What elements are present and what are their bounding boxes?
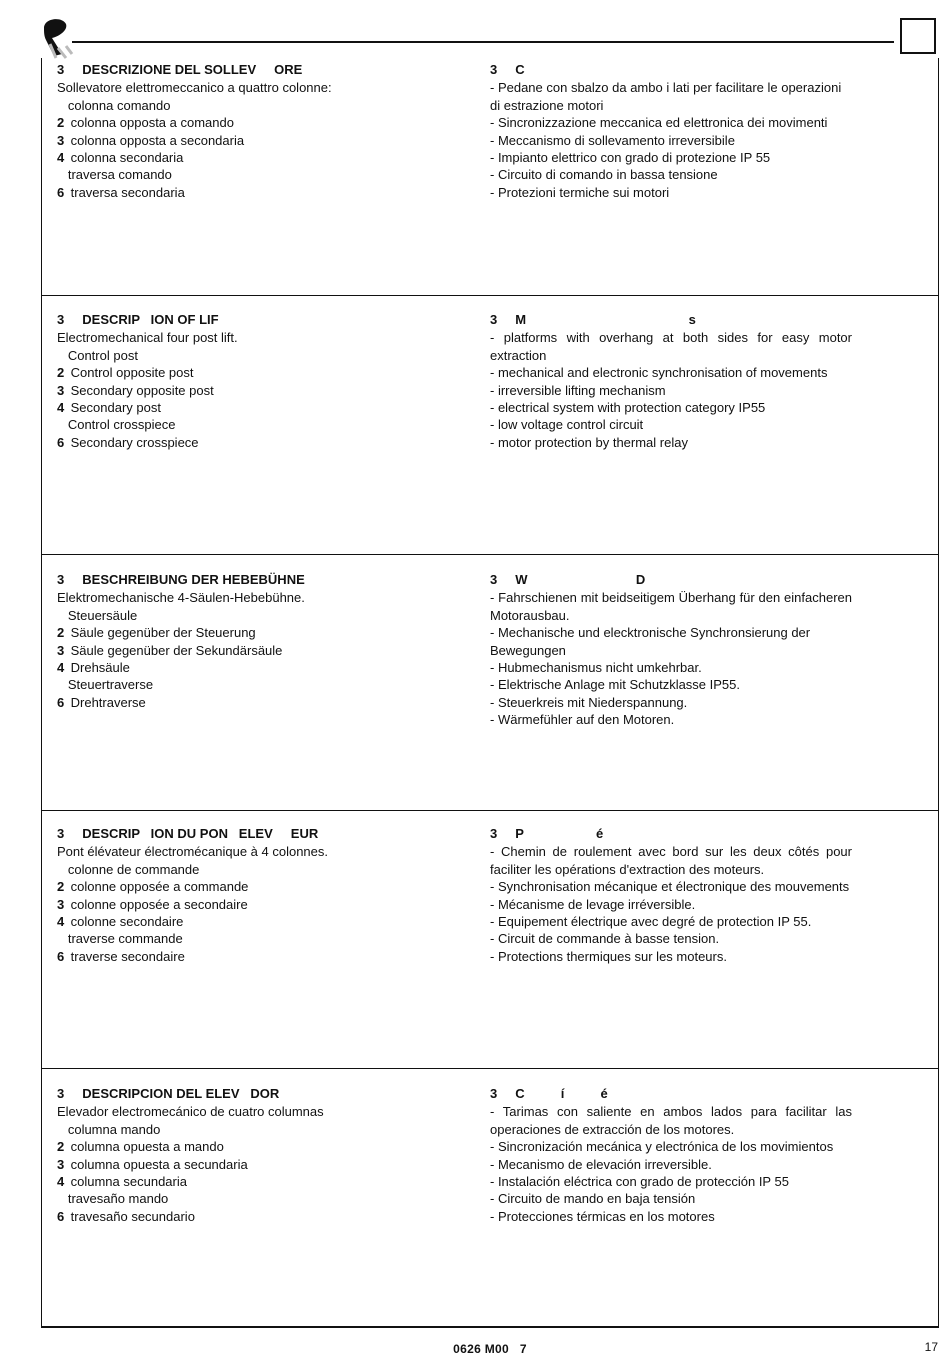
component-text: Control opposite post: [70, 365, 194, 381]
feature-item: - Circuit de commande à basse tension.: [490, 931, 720, 947]
component-item: [57, 166, 457, 183]
component-item: [57, 329, 457, 346]
component-item: [57, 1138, 457, 1155]
component-item: [57, 1156, 457, 1173]
section-heading: 3 DESCRIPCION DEL ELEV DOR: [57, 1086, 280, 1101]
component-number: 2: [57, 115, 65, 131]
component-list-column: [57, 1085, 457, 1225]
component-text: columna opuesta a mando: [70, 1139, 224, 1155]
component-number: 2: [57, 625, 65, 641]
company-logo-icon: [40, 14, 80, 60]
component-item: [57, 434, 457, 451]
component-number: 3: [57, 1156, 65, 1172]
component-item: [57, 896, 457, 913]
feature-item: - Mécanisme de levage irréversible.: [490, 896, 696, 912]
component-text: Steuersäule: [57, 607, 138, 623]
component-number: 4: [57, 400, 65, 416]
feature-item: - electrical system with protection category IP55: [490, 400, 766, 416]
component-text: traverse commande: [57, 931, 183, 947]
component-text: traversa comando: [57, 167, 172, 183]
section-it: [41, 58, 939, 296]
component-text: Electromechanical four post lift.: [57, 330, 238, 346]
feature-item: - Mecanismo de elevación irreversible.: [490, 1156, 712, 1172]
feature-item: - Meccanismo di sollevamento irreversibile: [490, 132, 735, 148]
component-item: [57, 399, 457, 416]
component-text: travesaño mando: [57, 1191, 169, 1207]
component-text: columna mando: [57, 1121, 161, 1137]
corner-box: [900, 18, 936, 54]
component-text: Secondary crosspiece: [70, 434, 199, 450]
component-text: traverse secondaire: [70, 948, 185, 964]
section-heading: 3 BESCHREIBUNG DER HEBEBÜHNE: [57, 572, 305, 587]
component-item: [57, 364, 457, 381]
component-item: [57, 642, 457, 659]
component-text: colonne opposée a commande: [70, 879, 249, 895]
component-item: [57, 149, 457, 166]
component-text: colonna secondaria: [70, 150, 184, 166]
feature-item: - platforms with overhang at both sides for easy motor extraction: [490, 330, 852, 363]
component-item: [57, 913, 457, 930]
features-column: [490, 311, 852, 451]
component-item: [57, 589, 457, 606]
component-text: Säule gegenüber der Sekundärsäule: [70, 642, 283, 658]
component-text: Säule gegenüber der Steuerung: [70, 625, 256, 641]
component-number: 3: [57, 642, 65, 658]
component-number: 2: [57, 365, 65, 381]
component-text: Control crosspiece: [57, 417, 176, 433]
feature-item: - Circuito de mando en baja tensión: [490, 1191, 696, 1207]
component-item: [57, 347, 457, 364]
features-heading: 3 P é: [490, 826, 604, 841]
feature-item: - Instalación eléctrica con grado de protección IP 55: [490, 1174, 789, 1190]
component-text: Drehtraverse: [70, 694, 146, 710]
component-list-column: [57, 571, 457, 711]
component-text: colonna opposta a comando: [70, 115, 234, 131]
component-item: [57, 1208, 457, 1225]
component-item: [57, 1121, 457, 1138]
features-heading: 3 C: [490, 62, 525, 77]
feature-item: - Circuito di comando in bassa tensione: [490, 167, 718, 183]
component-item: [57, 930, 457, 947]
component-text: travesaño secundario: [70, 1208, 195, 1224]
feature-item: - Protezioni termiche sui motori: [490, 184, 670, 200]
component-text: Sollevatore elettromeccanico a quattro colonne:: [57, 80, 332, 96]
document-code: 0626 M00 7: [453, 1342, 527, 1356]
component-number: 3: [57, 382, 65, 398]
section-heading: 3 DESCRIP ION DU PON ELEV EUR: [57, 826, 319, 841]
component-number: 4: [57, 660, 65, 676]
feature-item: - Sincronizzazione meccanica ed elettronica dei movimenti: [490, 115, 828, 131]
component-item: [57, 861, 457, 878]
component-item: [57, 79, 457, 96]
feature-item: - Hubmechanismus nicht umkehrbar.: [490, 660, 702, 676]
component-text: columna opuesta a secundaria: [70, 1156, 248, 1172]
component-item: [57, 659, 457, 676]
component-number: 2: [57, 1139, 65, 1155]
component-number: 2: [57, 879, 65, 895]
component-item: [57, 676, 457, 693]
component-item: [57, 624, 457, 641]
feature-item: - low voltage control circuit: [490, 417, 644, 433]
component-item: [57, 607, 457, 624]
features-heading: 3 M s: [490, 312, 696, 327]
component-item: [57, 416, 457, 433]
component-text: columna secundaria: [70, 1174, 187, 1190]
feature-item: - mechanical and electronic synchronisation of movements: [490, 365, 828, 381]
section-es: [41, 1069, 939, 1328]
component-text: colonne secondaire: [70, 914, 184, 930]
component-item: [57, 97, 457, 114]
component-text: Steuertraverse: [57, 677, 154, 693]
section-fr: [41, 811, 939, 1069]
component-number: 4: [57, 914, 65, 930]
feature-item: - Fahrschienen mit beidseitigem Überhang für den einfacheren Motorausbau.: [490, 590, 852, 623]
component-text: colonna opposta a secondaria: [70, 132, 245, 148]
component-text: colonne de commande: [57, 861, 200, 877]
component-list-column: [57, 825, 457, 965]
feature-item: - Tarimas con saliente en ambos lados para facilitar las operaciones de extracción de los motores.: [490, 1104, 852, 1137]
component-item: [57, 1103, 457, 1120]
component-number: 6: [57, 1208, 65, 1224]
page-number: 17: [924, 1340, 938, 1354]
component-number: 6: [57, 184, 65, 200]
feature-item: - Impianto elettrico con grado di protezione IP 55: [490, 150, 771, 166]
component-text: Drehsäule: [70, 660, 130, 676]
feature-item: - Pedane con sbalzo da ambo i lati per facilitare le operazioni di estrazione motori: [490, 80, 842, 113]
feature-item: - Elektrische Anlage mit Schutzklasse IP55.: [490, 677, 741, 693]
component-number: 4: [57, 1174, 65, 1190]
component-item: [57, 132, 457, 149]
component-number: 6: [57, 434, 65, 450]
component-item: [57, 114, 457, 131]
feature-item: - Mechanische und elecktronische Synchronsierung der Bewegungen: [490, 625, 811, 658]
component-item: [57, 184, 457, 201]
component-number: 6: [57, 694, 65, 710]
feature-item: - Protections thermiques sur les moteurs.: [490, 948, 727, 964]
component-list-column: [57, 311, 457, 451]
component-number: 4: [57, 150, 65, 166]
component-text: colonna comando: [57, 97, 171, 113]
section-heading: 3 DESCRIZIONE DEL SOLLEV ORE: [57, 62, 303, 77]
component-item: [57, 382, 457, 399]
section-en: [41, 296, 939, 555]
feature-item: - Protecciones térmicas en los motores: [490, 1208, 715, 1224]
features-column: [490, 1085, 852, 1225]
component-text: Pont élévateur électromécanique à 4 colonnes.: [57, 844, 329, 860]
component-list-column: [57, 61, 457, 201]
component-item: [57, 878, 457, 895]
section-heading: 3 DESCRIP ION OF LIF: [57, 312, 219, 327]
component-number: 6: [57, 948, 65, 964]
component-text: Secondary post: [70, 400, 161, 416]
features-column: [490, 61, 852, 201]
features-heading: 3 W D: [490, 572, 646, 587]
component-item: [57, 1173, 457, 1190]
component-text: Elektromechanische 4-Säulen-Hebebühne.: [57, 590, 305, 606]
component-item: [57, 948, 457, 965]
features-heading: 3 C í é: [490, 1086, 608, 1101]
component-text: traversa secondaria: [70, 184, 185, 200]
features-column: [490, 825, 852, 965]
component-item: [57, 694, 457, 711]
feature-item: - irreversible lifting mechanism: [490, 382, 666, 398]
component-item: [57, 843, 457, 860]
feature-item: - Chemin de roulement avec bord sur les deux côtés pour faciliter les opérations d'extraction des moteurs.: [490, 844, 852, 877]
component-text: Elevador electromecánico de cuatro columnas: [57, 1104, 324, 1120]
component-number: 3: [57, 132, 65, 148]
component-text: Control post: [57, 347, 138, 363]
feature-item: - Synchronisation mécanique et électronique des mouvements: [490, 879, 850, 895]
component-text: Secondary opposite post: [70, 382, 214, 398]
component-text: colonne opposée a secondaire: [70, 896, 248, 912]
section-de: [41, 555, 939, 811]
component-item: [57, 1190, 457, 1207]
feature-item: - Sincronización mecánica y electrónica de los movimientos: [490, 1139, 834, 1155]
feature-item: - Steuerkreis mit Niederspannung.: [490, 694, 688, 710]
feature-item: - Wärmefühler auf den Motoren.: [490, 712, 675, 728]
component-number: 3: [57, 896, 65, 912]
feature-item: - Equipement électrique avec degré de protection IP 55.: [490, 914, 812, 930]
features-column: [490, 571, 852, 729]
header-rule: [72, 41, 894, 43]
feature-item: - motor protection by thermal relay: [490, 434, 688, 450]
